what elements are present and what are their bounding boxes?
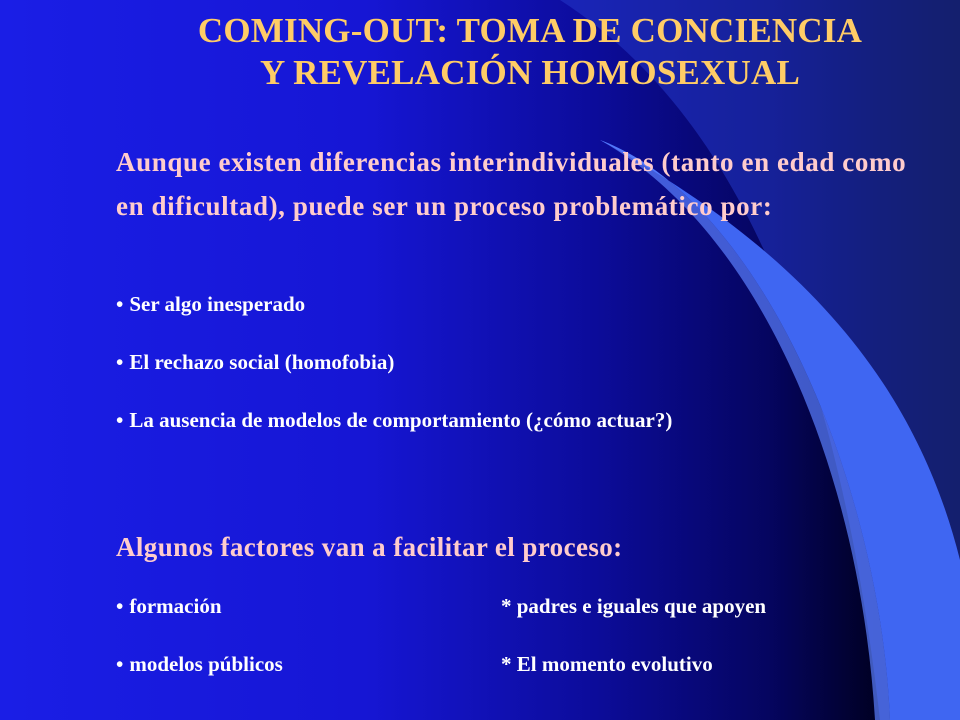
factors-list bbox=[116, 592, 956, 708]
title-line-1: COMING-OUT: TOMA DE CONCIENCIA bbox=[197, 11, 863, 50]
factor-right-text: * El momento evolutivo bbox=[501, 652, 713, 676]
problem-list bbox=[116, 290, 960, 464]
bullet-icon: • bbox=[116, 350, 124, 374]
list-item bbox=[116, 290, 960, 318]
intro-paragraph: Aunque existen diferencias interindividuales (tanto en edad como en dificultad), puede ser un proceso problemático por: bbox=[116, 147, 907, 221]
bullet-icon: • bbox=[116, 652, 124, 676]
factors-heading: Algunos factores van a facilitar el proceso: bbox=[116, 532, 623, 562]
list-item-text: El rechazo social (homofobia) bbox=[129, 350, 395, 374]
bullet-icon: • bbox=[116, 594, 124, 618]
list-item bbox=[116, 348, 960, 376]
list-item-text: La ausencia de modelos de comportamiento (¿cómo actuar?) bbox=[129, 408, 673, 432]
bullet-icon: • bbox=[116, 408, 124, 432]
factor-right-text: * padres e iguales que apoyen bbox=[501, 594, 767, 618]
factor-left-text: formación bbox=[129, 594, 222, 618]
slide-title bbox=[100, 10, 960, 94]
list-item bbox=[116, 406, 960, 434]
list-item bbox=[116, 650, 956, 678]
list-item-text: Ser algo inesperado bbox=[129, 292, 306, 316]
bullet-icon: • bbox=[116, 292, 124, 316]
list-item bbox=[116, 592, 956, 620]
title-line-2: Y REVELACIÓN HOMOSEXUAL bbox=[259, 53, 801, 92]
factor-left-text: modelos públicos bbox=[129, 652, 283, 676]
